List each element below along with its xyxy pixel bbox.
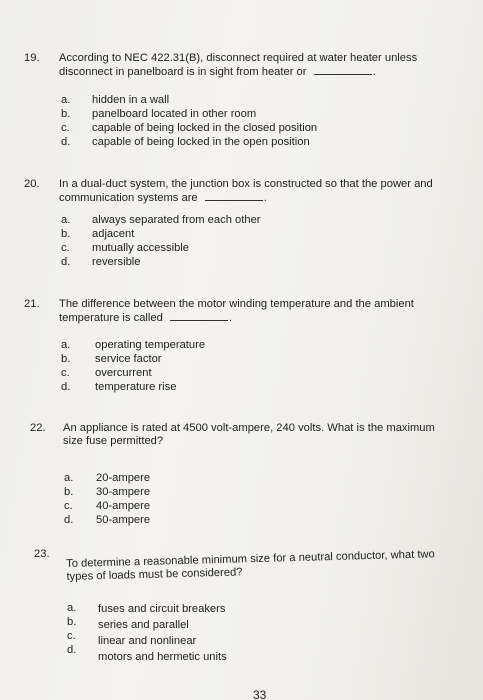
answer-blank [170, 311, 228, 321]
page-number: 33 [253, 688, 267, 700]
option-d: d. reversible [61, 256, 141, 268]
question-text [59, 298, 454, 325]
question-line-2: size fuse permitted? [63, 435, 164, 447]
option-c: c. mutually accessible [61, 242, 190, 254]
question-line-1: In a dual-duct system, the junction box is constructed so that the power and [59, 178, 433, 190]
question-number: 22. [30, 422, 46, 434]
option-d: d. capable of being locked in the open position [61, 136, 310, 148]
question-number: 21. [24, 298, 40, 310]
option-c: c. 40-ampere [64, 500, 151, 512]
question-line-1: An appliance is rated at 4500 volt-ampere, 240 volts. What is the maximum [63, 422, 435, 434]
question-number: 20. [24, 178, 40, 190]
option-d: d. 50-ampere [64, 514, 151, 526]
option-a: a. fuses and circuit breakers [67, 602, 226, 615]
question-text [66, 548, 462, 584]
question-number: 23. [34, 548, 50, 560]
option-c: c. overcurrent [61, 367, 152, 379]
answer-blank [314, 65, 372, 75]
question-text [59, 52, 454, 79]
option-b: b. series and parallel [67, 616, 189, 631]
question-line-2: disconnect in panelboard is in sight from heater or . [59, 66, 376, 78]
question-line-2: types of loads must be considered? [66, 566, 243, 583]
answer-blank [205, 191, 263, 201]
option-c: c. linear and nonlinear [67, 630, 197, 647]
option-d: d. temperature rise [61, 381, 177, 393]
option-b: b. 30-ampere [64, 486, 151, 498]
question-number: 19. [24, 52, 40, 64]
option-c: c. capable of being locked in the closed position [61, 122, 318, 134]
option-d: d. motors and hermetic units [67, 644, 227, 663]
question-line-2: communication systems are . [59, 192, 267, 204]
option-a: a. hidden in a wall [61, 94, 170, 106]
option-a: a. 20-ampere [64, 472, 151, 484]
question-line-1: To determine a reasonable minimum size for a neutral conductor, what two [66, 548, 435, 570]
option-a: a. operating temperature [61, 339, 206, 351]
option-b: b. panelboard located in other room [61, 108, 257, 120]
question-line-2: temperature is called . [59, 312, 233, 324]
option-b: b. service factor [61, 353, 162, 365]
question-text [59, 178, 454, 205]
option-a: a. always separated from each other [61, 214, 261, 226]
question-text [63, 422, 458, 448]
option-b: b. adjacent [61, 228, 135, 240]
question-line-1: The difference between the motor winding temperature and the ambient [59, 298, 414, 310]
question-line-1: According to NEC 422.31(B), disconnect required at water heater unless [59, 52, 418, 64]
